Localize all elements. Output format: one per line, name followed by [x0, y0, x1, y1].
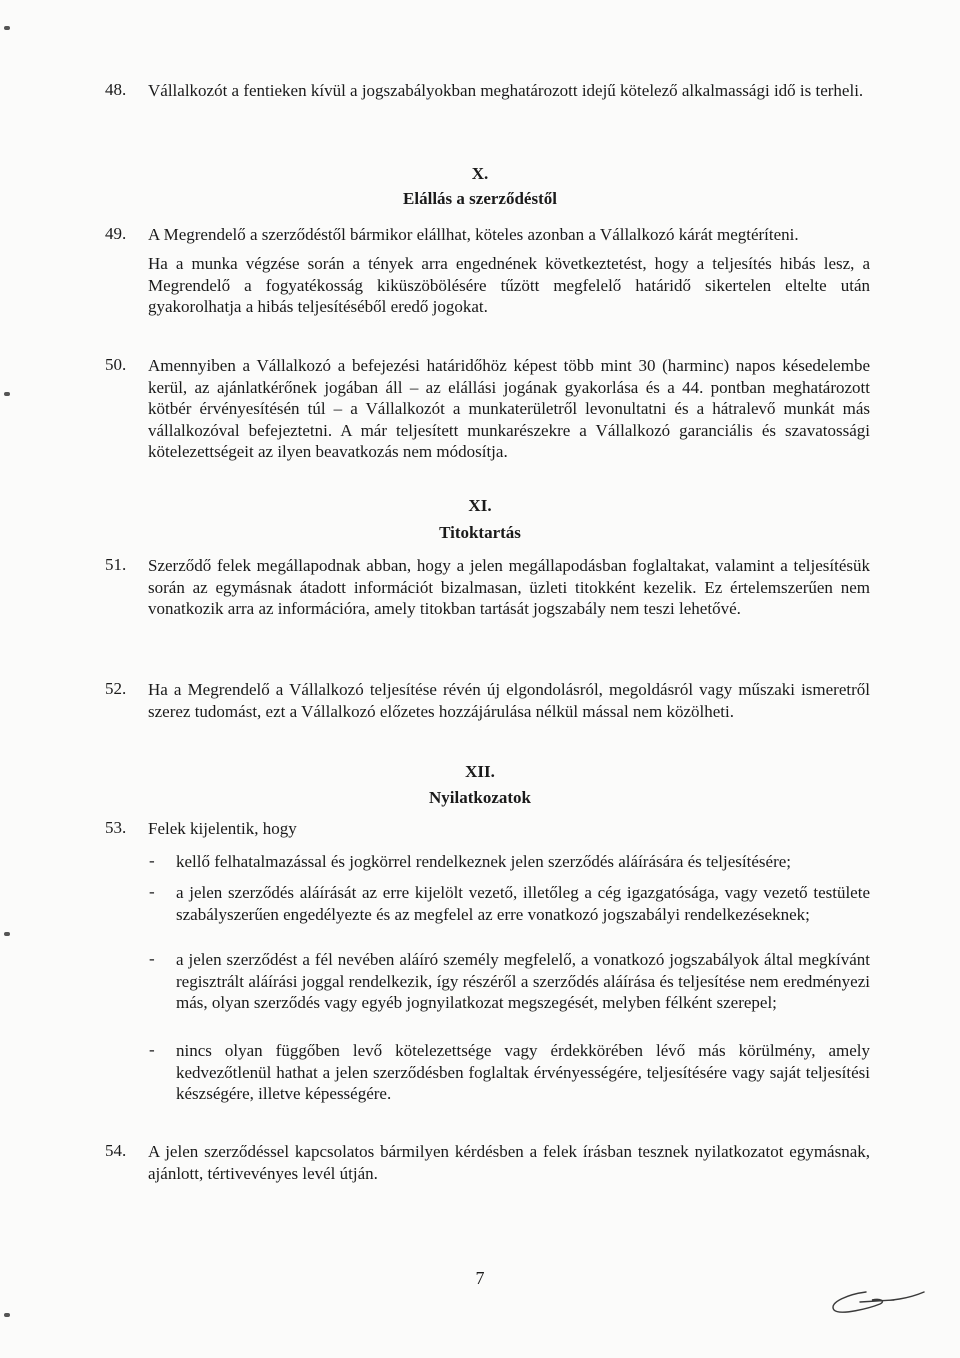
bullet-dash: -: [149, 1040, 155, 1059]
paragraph-intro: Felek kijelentik, hogy: [148, 819, 297, 838]
bullet-text: nincs olyan függőben levő kötelezettsége vagy érdekkörében lévő más körülmény, amely kedvezőtlenül hathat a jelen szerződésben foglaltak érvényességére, teljesítésére vagy saját teljesítési készségére, illetve képességére.: [176, 1041, 870, 1103]
paragraph-number: 54.: [105, 1141, 127, 1160]
margin-mark: [4, 26, 10, 30]
section-numeral: XI.: [468, 496, 492, 515]
signature-icon: [820, 1280, 930, 1320]
paragraph-text: Ha a Megrendelő a Vállalkozó teljesítése révén új elgondolásról, megoldásról vagy műszaki ismeretről szerez tudomást, ezt a Vállalkozó előzetes hozzájárulása nélkül mással nem közölheti.: [148, 680, 870, 721]
page-number: 7: [475, 1268, 485, 1288]
paragraph-number: 53.: [105, 818, 127, 837]
paragraph-text: Amennyiben a Vállalkozó a befejezési határidőhöz képest több mint 30 (harminc) napos késedelembe kerül, az ajánlatkérőnek jogában áll – az elállási jogának gyakorlása és a 44. pontban meghatározott kötbér érvényesítésén túl – a Vállalkozót a munkaterületről levonultatni és a hátralevő munkát más vállalkozóval befejeztetni. A már teljesített munkarészekre a Vállalkozó garanciális és szavatossági kötelezettségeit az ilyen beavatkozás nem módosítja.: [148, 356, 870, 461]
section-title: Titoktartás: [439, 523, 521, 542]
paragraph-number: 50.: [105, 355, 127, 374]
paragraph-text: A jelen szerződéssel kapcsolatos bármilyen kérdésben a felek írásban tesznek nyilatkozatot egymásnak, ajánlott, tértivevényes levél útján.: [148, 1142, 870, 1183]
section-title: Nyilatkozatok: [429, 788, 531, 807]
bullet-text: a jelen szerződés aláírását az erre kijelölt vezető, illetőleg a cég igazgatósága, vagy vezető testülete szabályszerűen engedélyezte és az megfelel az erre vonatkozó jogszabályi rendelkezéseknek;: [176, 883, 870, 924]
bullet-dash: -: [149, 882, 155, 901]
paragraph-text: Ha a munka végzése során a tények arra engednének következtetést, hogy a teljesítés hibás lesz, a Megrendelő a fogyatékosság kiküszöbölésére tűzött megfelelő határidő sikertelen eltelte után gyakorolhatja a hibás teljesítéséből eredő jogokat.: [148, 254, 870, 316]
section-numeral: XII.: [465, 762, 495, 781]
section-title: Elállás a szerződéstől: [403, 189, 557, 208]
paragraph-number: 49.: [105, 224, 127, 243]
bullet-text: a jelen szerződést a fél nevében aláíró személy megfelelő, a vonatkozó jogszabályok által megkívánt regisztrált aláírási joggal rendelkezik, így részéről a szerződés aláírása és teljesítése nem eredményezi más, olyan szerződés vagy egyéb jognyilatkozat megszegését, melyben félként szerepel;: [176, 950, 870, 1012]
margin-mark: [4, 392, 10, 396]
margin-mark: [4, 932, 10, 936]
paragraph-text: Vállalkozót a fentieken kívül a jogszabályokban meghatározott idejű kötelező alkalmassági idő is terheli.: [148, 81, 864, 100]
bullet-dash: -: [149, 851, 155, 870]
paragraph-number: 48.: [105, 80, 127, 99]
bullet-text: kellő felhatalmazással és jogkörrel rendelkeznek jelen szerződés aláírására és teljesítésére;: [176, 852, 791, 871]
section-numeral: X.: [471, 164, 489, 183]
margin-mark: [4, 1313, 10, 1317]
paragraph-number: 52.: [105, 679, 127, 698]
bullet-dash: -: [149, 949, 155, 968]
paragraph-number: 51.: [105, 555, 127, 574]
paragraph-text: Szerződő felek megállapodnak abban, hogy a jelen megállapodásban foglaltakat, valamint a teljesítésük során az egymásnak átadott információt bizalmasan, üzleti titokként kezelik. Ez értelemszerűen nem vonatkozik arra az információra, amely titokban tartását jogszabály nem teszi lehetővé.: [148, 556, 870, 618]
paragraph-text: A Megrendelő a szerződéstől bármikor elállhat, köteles azonban a Vállalkozó kárát megtéríteni.: [148, 225, 799, 244]
